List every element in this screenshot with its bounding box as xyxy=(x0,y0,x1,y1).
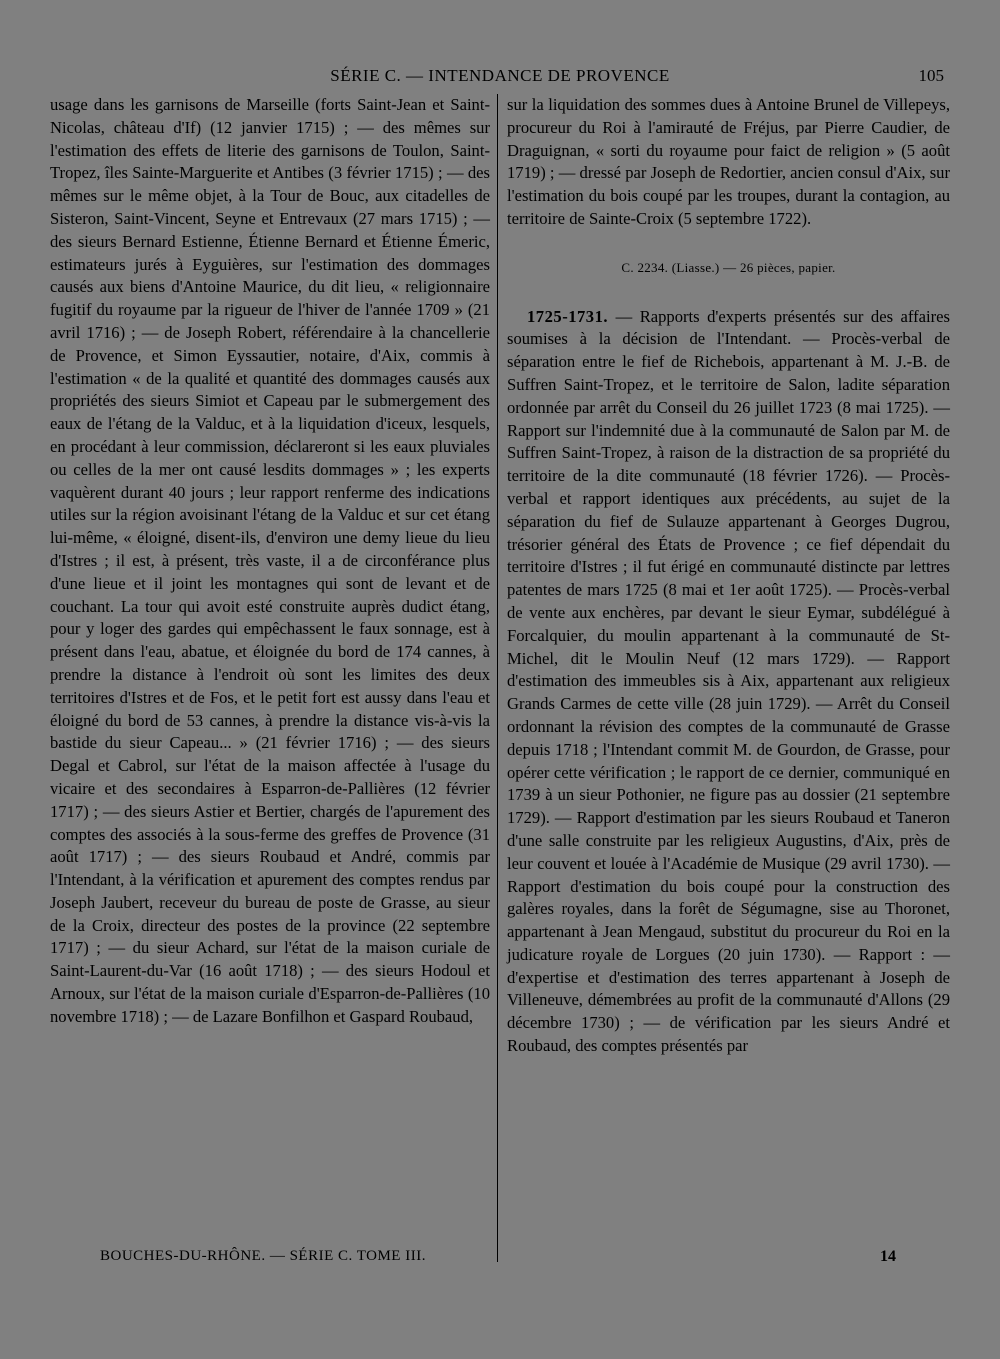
right-column-paragraph-1: sur la liquidation des sommes dues à Antoine Brunel de Villepeys, procureur du Roi à l'amirauté de Fréjus, par Pierre Caudier, de Draguignan, « sorti du royaume pour faict de religion » (5 août 1719) ; — dressé par Joseph de Redortier, ancien consul d'Aix, sur l'estimation du bois coupé par les troupes, durant la contagion, au territoire de Sainte-Croix (5 septembre 1722). xyxy=(507,95,950,228)
running-title: SÉRIE C. — INTENDANCE DE PROVENCE xyxy=(330,66,670,85)
page-footer xyxy=(0,1248,1000,1272)
archive-reference: C. 2234. (Liasse.) — 26 pièces, papier. xyxy=(621,259,836,275)
column-divider xyxy=(497,94,498,1262)
right-column-paragraph-2 xyxy=(507,306,950,1058)
date-range: 1725-1731. xyxy=(527,306,609,326)
footer-series: BOUCHES-DU-RHÔNE. — SÉRIE C. TOME III. xyxy=(100,1248,426,1264)
left-column-text: usage dans les garnisons de Marseille (forts Saint-Jean et Saint-Nicolas, château d'If) (12 janvier 1715) ; — des mêmes sur l'estimation des effets de literie des garnisons de Toulon, Saint-Tropez, îles Sainte-Marguerite et Antibes (3 février 1715) ; — des mêmes sur le même objet, à la Tour de Bouc, aux citadelles de Sisteron, Saint-Vincent, Seyne et Entrevaux (27 mars 1715) ; — des sieurs Bernard Estienne, Étienne Bernard et Étienne Émeric, estimateurs jurés à Eyguières, sur l'estimation des dommages causés aux biens d'Antoine Maurice, du dit lieu, « religionnaire fugitif du royaume par la rigueur de l'hiver de l'année 1709 » (21 avril 1716) ; — de Joseph Robert, référendaire à la chancellerie de Provence, et Simon Eyssautier, notaire, d'Aix, commis à l'estimation « de la qualité et quantité des dommages causés aux propriétés des sieurs Simiot et Capeau par le submergement des eaux de l'étang de la Valduc, et à la liquidation d'iceux, lesquels, en procédant à leur commission, déclareront si les eaux pluviales ou celles de la mer ont causé lesdits dommages » ; les experts vaquèrent durant 40 jours ; leur rapport renferme des indications utiles sur la région avoisinant l'étang de la Valduc et sur cet étang lui-même, « éloigné, disent-ils, d'environ une demy lieue du lieu d'Istres ; il est, à présent, très vaste, il a de circonférance plus d'une lieue et il joint les montagnes qui sont de levant et de couchant. La tour qui avoit esté construite auprès dudict étang, pour y loger des gardes qui empêchassent le faux sonnage, est à présent dans l'eau, abatue, et éloignée du bord de 174 cannes, à prendre la distance à l'endroit où sont les limites des deux territoires d'Istres et de Fos, et le petit fort est aussy dans l'eau et éloigné du bord de 53 cannes, à prendre la distance vis-à-vis la bastide du sieur Capeau... » (21 février 1716) ; — des sieurs Degal et Cabrol, sur l'état de la maison affectée à l'usage du vicaire et des secondaires à Esparron-de-Pallières (12 février 1717) ; — des sieurs Astier et Bertier, chargés de l'apurement des comptes des associés à la sous-ferme des greffes de Provence (31 août 1717) ; — des sieurs Roubaud et André, commis par l'Intendant, à la vérification et apurement des comptes rendus par Joseph Jaubert, receveur du bureau de poste de Grasse, au sieur de la Croix, directeur des postes de la province (22 septembre 1717) ; — du sieur Achard, sur l'état de la maison curiale de Saint-Laurent-du-Var (16 août 1718) ; — des sieurs Hodoul et Arnoux, sur l'état de la maison curiale d'Esparron-de-Pallières (10 novembre 1718) ; — de Lazare Bonfilhon et Gaspard Roubaud, xyxy=(50,95,490,1026)
page-number: 105 xyxy=(918,66,944,85)
signature-mark: 14 xyxy=(880,1248,896,1265)
left-column xyxy=(50,94,490,1029)
entry-text: — Rapports d'experts présentés sur des affaires soumises à la décision de l'Intendant. — Procès-verbal de séparation entre le fief de Richebois, appartenant à M. J.-B. de Suffren Saint-Tropez, et le territoire de Salon, ladite séparation ordonnée par arrêt du Conseil du 26 juillet 1723 (8 mai 1725). — Rapport sur l'indemnité due à la communauté de Salon par M. de Suffren Saint-Tropez, à raison de la distraction de sa propriété du territoire de la dite communauté (18 février 1726). — Procès-verbal et rapport identiques aux précédents, au sujet de la séparation du fief de Sulauze appartenant à Georges Dugrou, trésorier général des États de Provence ; ce fief dépendait du territoire d'Istres ; il fut érigé en communauté distincte par lettres patentes de mars 1725 (8 mai et 1er août 1725). — Procès-verbal de vente aux enchères, par devant le sieur Eymar, subdélégué à Forcalquier, du moulin appartenant à la communauté de St-Michel, dit le Moulin Neuf (12 mars 1729). — Rapport d'estimation des immeubles sis à Aix, appartenant aux religieux Grands Carmes de cette ville (28 juin 1729). — Arrêt du Conseil ordonnant la révision des comptes de la communauté de Grasse depuis 1718 ; l'Intendant commit M. de Gourdon, de Grasse, pour opérer cette vérification ; le rapport de ce dernier, communiqué en 1739 à un sieur Pothonier, ne figure pas au dossier (21 septembre 1729). — Rapport d'estimation par les sieurs Roubaud et Taneron d'une salle construite par les religieux Augustins, d'Aix, près de leur couvent et louée à l'Académie de Musique (29 avril 1730). — Rapport d'estimation du bois coupé pour la construction des galères royales, dans la forêt de Ségumagne, sise au Thoronet, appartenant à Jean Mengaud, substitut du procureur du Roi en la judicature royale de Lorgues (20 juin 1730). — Rapport : — d'expertise et d'estimation des terres appartenant à Joseph de Villeneuve, démembrées au profit de la communauté d'Allons (29 décembre 1730) ; — de vérification par les sieurs André et Roubaud, des comptes présentés par xyxy=(507,306,950,1056)
right-column xyxy=(507,94,950,1058)
page-header xyxy=(0,66,1000,90)
